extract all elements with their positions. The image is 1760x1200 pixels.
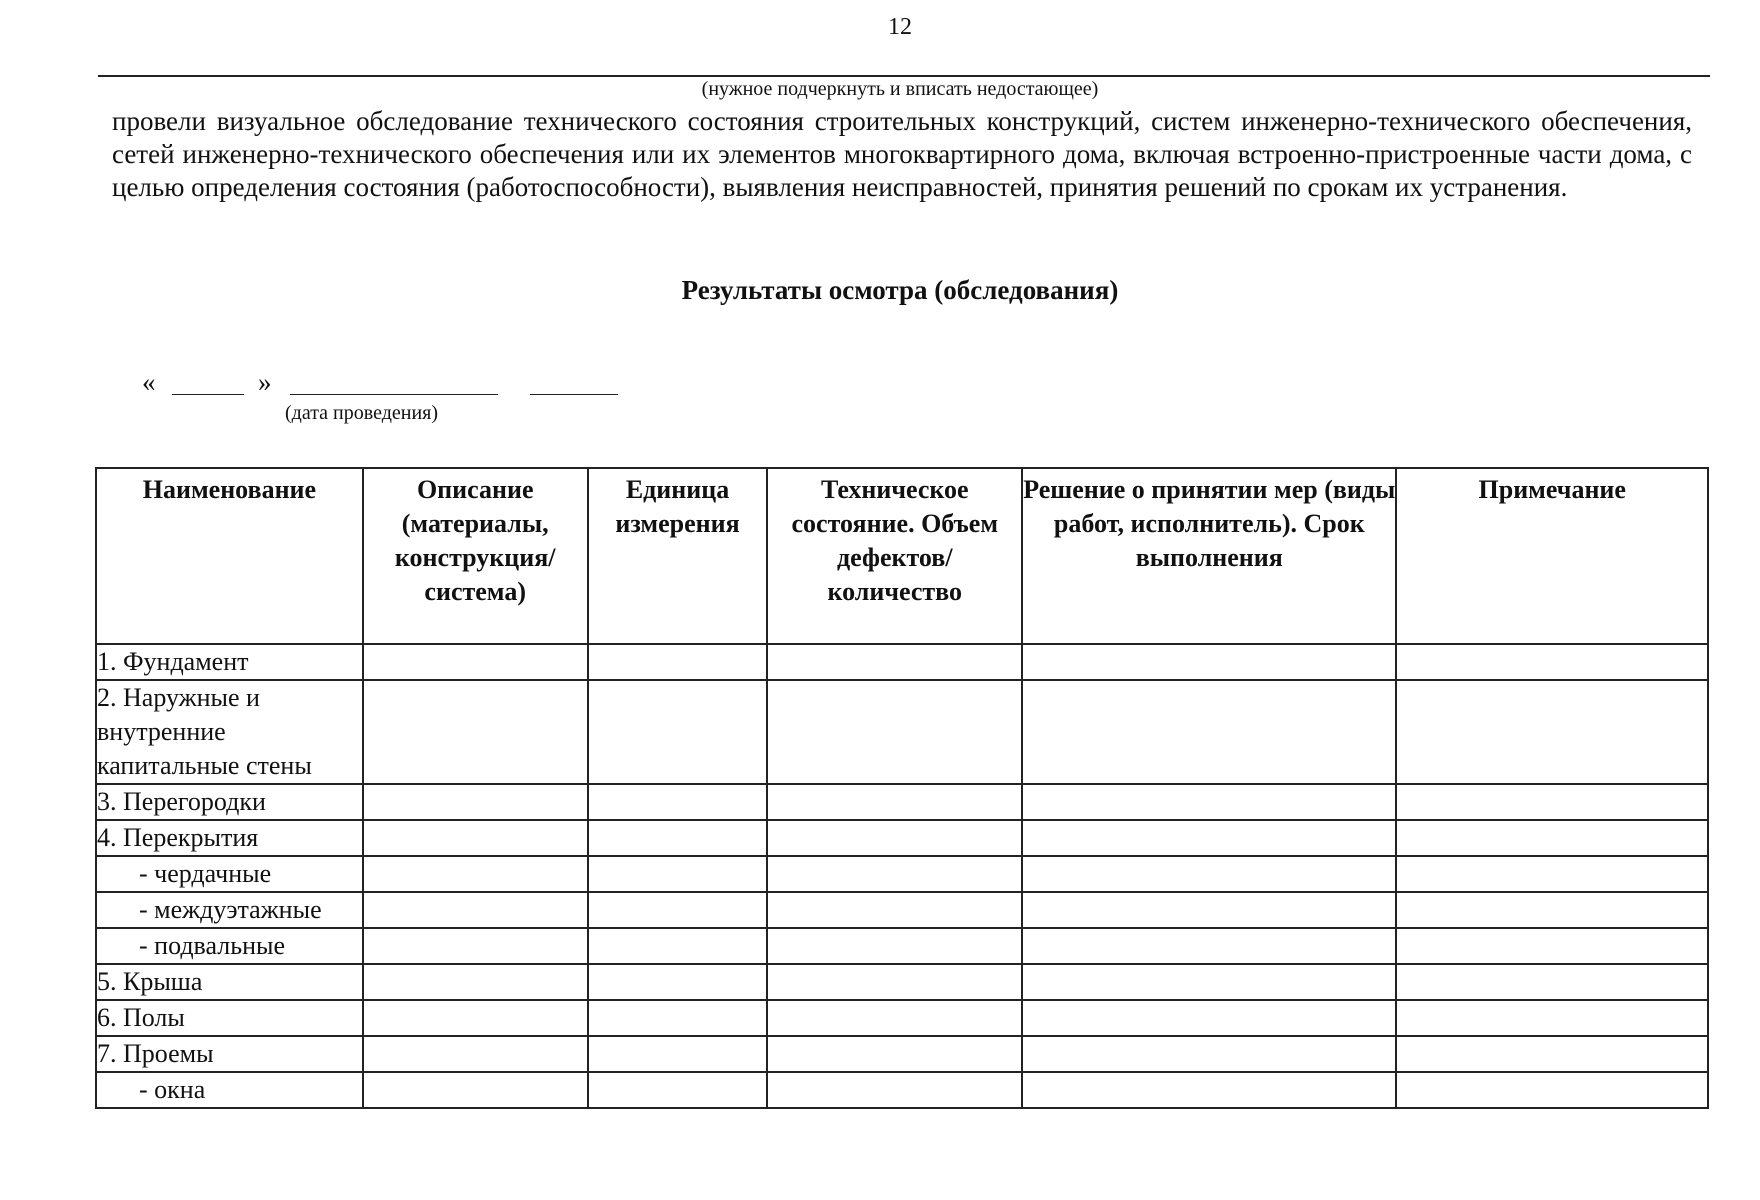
note-cell[interactable]	[1396, 1036, 1708, 1072]
decision-cell[interactable]	[1022, 820, 1396, 856]
header-description: Описание (материалы, конструкция/ система)	[363, 468, 588, 644]
table-row	[96, 680, 1708, 784]
note-cell[interactable]	[1396, 1000, 1708, 1036]
section-title: Результаты осмотра (обследования)	[681, 275, 1119, 305]
decision-cell[interactable]	[1022, 644, 1396, 680]
unit-cell[interactable]	[588, 680, 768, 784]
table-row	[96, 892, 1708, 928]
unit-cell[interactable]	[588, 644, 768, 680]
table-header-row	[96, 468, 1708, 644]
page-number: 12	[888, 14, 912, 40]
decision-cell[interactable]	[1022, 1036, 1396, 1072]
date-caption: (дата проведения)	[285, 402, 439, 424]
condition-cell[interactable]	[767, 964, 1022, 1000]
table-row	[96, 784, 1708, 820]
condition-cell[interactable]	[767, 680, 1022, 784]
row-name: 6. Полы	[96, 1000, 363, 1036]
table-row	[96, 1000, 1708, 1036]
description-cell[interactable]	[363, 820, 588, 856]
row-name: 5. Крыша	[96, 964, 363, 1000]
row-name: - окна	[96, 1072, 363, 1108]
day-blank[interactable]	[172, 394, 244, 395]
condition-cell[interactable]	[767, 820, 1022, 856]
year-blank[interactable]	[530, 394, 618, 395]
description-cell[interactable]	[363, 784, 588, 820]
row-name: 7. Проемы	[96, 1036, 363, 1072]
condition-cell[interactable]	[767, 1036, 1022, 1072]
decision-cell[interactable]	[1022, 892, 1396, 928]
description-cell[interactable]	[363, 1000, 588, 1036]
description-cell[interactable]	[363, 892, 588, 928]
condition-cell[interactable]	[767, 1072, 1022, 1108]
unit-cell[interactable]	[588, 892, 768, 928]
table-row	[96, 644, 1708, 680]
header-technical-condition: Техническое состояние. Объем дефектов/ количество	[767, 468, 1022, 644]
header-decision: Решение о принятии мер (виды работ, исполнитель). Срок выполнения	[1022, 468, 1396, 644]
description-cell[interactable]	[363, 680, 588, 784]
row-name: - чердачные	[96, 856, 363, 892]
description-cell[interactable]	[363, 856, 588, 892]
table-row	[96, 820, 1708, 856]
condition-cell[interactable]	[767, 644, 1022, 680]
fill-in-hint: (нужное подчеркнуть и вписать недостающее)	[701, 78, 1099, 100]
note-cell[interactable]	[1396, 892, 1708, 928]
description-cell[interactable]	[363, 1036, 588, 1072]
note-cell[interactable]	[1396, 964, 1708, 1000]
unit-cell[interactable]	[588, 1000, 768, 1036]
description-cell[interactable]	[363, 928, 588, 964]
unit-cell[interactable]	[588, 964, 768, 1000]
note-cell[interactable]	[1396, 1072, 1708, 1108]
note-cell[interactable]	[1396, 928, 1708, 964]
date-close-quote: »	[258, 367, 272, 397]
row-name: - подвальные	[96, 928, 363, 964]
table-row	[96, 856, 1708, 892]
condition-cell[interactable]	[767, 928, 1022, 964]
decision-cell[interactable]	[1022, 1072, 1396, 1108]
header-unit: Единица измерения	[588, 468, 768, 644]
condition-cell[interactable]	[767, 892, 1022, 928]
row-name: 1. Фундамент	[96, 644, 363, 680]
note-cell[interactable]	[1396, 820, 1708, 856]
body-paragraph: провели визуальное обследование технического состояния строительных конструкций, систем инженерно-технического обеспечения, сетей инженерно-технического обеспечения или их элементов многоквартирного дома, включая встроенно-пристроенные части дома, с целью определения состояния (работоспособности), выявления неисправностей, принятия решений по срокам их устранения.	[112, 106, 1692, 202]
unit-cell[interactable]	[588, 1036, 768, 1072]
unit-cell[interactable]	[588, 928, 768, 964]
header-name: Наименование	[96, 468, 363, 644]
note-cell[interactable]	[1396, 680, 1708, 784]
header-note: Примечание	[1396, 468, 1708, 644]
row-name: - междуэтажные	[96, 892, 363, 928]
unit-cell[interactable]	[588, 784, 768, 820]
decision-cell[interactable]	[1022, 856, 1396, 892]
top-rule	[98, 75, 1710, 77]
unit-cell[interactable]	[588, 1072, 768, 1108]
decision-cell[interactable]	[1022, 928, 1396, 964]
row-name: 4. Перекрытия	[96, 820, 363, 856]
inspection-results-table	[95, 467, 1709, 1109]
decision-cell[interactable]	[1022, 1000, 1396, 1036]
date-open-quote: «	[142, 367, 156, 397]
table-row	[96, 1036, 1708, 1072]
unit-cell[interactable]	[588, 856, 768, 892]
table-row	[96, 928, 1708, 964]
condition-cell[interactable]	[767, 784, 1022, 820]
description-cell[interactable]	[363, 644, 588, 680]
condition-cell[interactable]	[767, 1000, 1022, 1036]
row-name: 2. Наружные и внутренние капитальные стены	[96, 680, 363, 784]
row-name: 3. Перегородки	[96, 784, 363, 820]
decision-cell[interactable]	[1022, 680, 1396, 784]
note-cell[interactable]	[1396, 856, 1708, 892]
table-row	[96, 1072, 1708, 1108]
month-blank[interactable]	[290, 394, 498, 395]
description-cell[interactable]	[363, 1072, 588, 1108]
decision-cell[interactable]	[1022, 964, 1396, 1000]
note-cell[interactable]	[1396, 644, 1708, 680]
note-cell[interactable]	[1396, 784, 1708, 820]
condition-cell[interactable]	[767, 856, 1022, 892]
description-cell[interactable]	[363, 964, 588, 1000]
table-row	[96, 964, 1708, 1000]
decision-cell[interactable]	[1022, 784, 1396, 820]
unit-cell[interactable]	[588, 820, 768, 856]
